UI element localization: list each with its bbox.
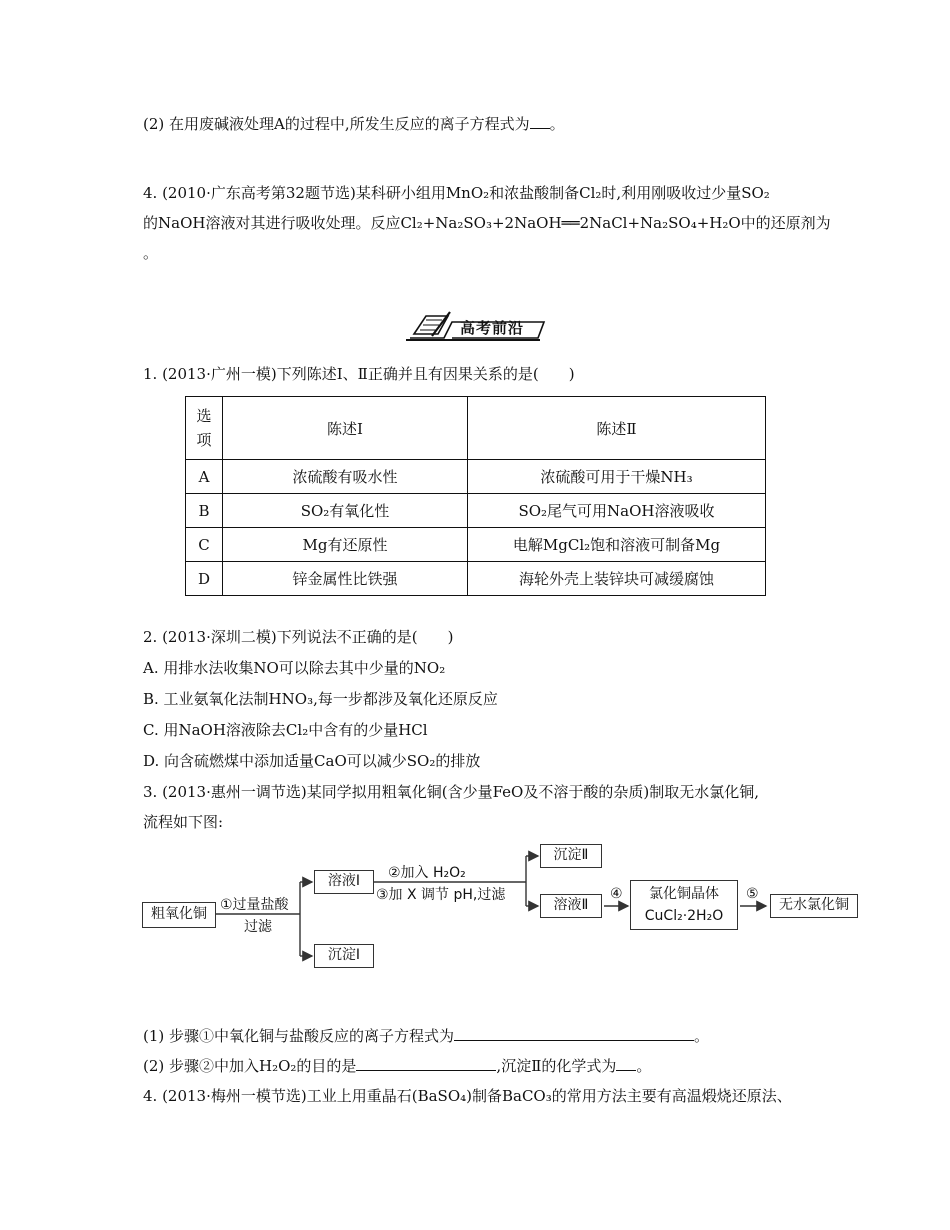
options-table (185, 396, 766, 596)
answer-blank[interactable] (356, 1056, 496, 1071)
question-3-stem-line1: 3. (2013·惠州一调节选)某同学拟用粗氧化铜(含少量FeO及不溶于酸的杂质)制取无水氯化铜, (143, 783, 759, 801)
table-header-option: 选 项 (186, 397, 223, 460)
step2-label: ②加入 H₂O₂ (388, 865, 466, 881)
step4-label: ④ (610, 886, 623, 902)
answer-blank[interactable] (616, 1056, 636, 1071)
crude-copper-oxide-box: 粗氧化铜 (142, 902, 216, 928)
crystal-formula: CuCl₂·2H₂O (644, 908, 724, 924)
crystal-box (630, 880, 738, 930)
option-a: A. 用排水法收集NO可以除去其中少量的NO₂ (143, 659, 446, 677)
crystal-name: 氯化铜晶体 (649, 886, 719, 902)
step3-label: ③加 X 调节 pH,过滤 (376, 887, 506, 903)
question-4-stem: 4. (2013·梅州一模节选)工业上用重晶石(BaSO₄)制备BaCO₃的常用方法主要有高温煅烧还原法、 (143, 1087, 792, 1105)
table-row (186, 494, 766, 528)
step5-label: ⑤ (746, 886, 759, 902)
question-2-stem: 2. (2013·深圳二模)下列说法不正确的是( ) (143, 628, 454, 646)
table-header-statement-1: 陈述Ⅰ (223, 397, 468, 460)
table-cell: 浓硫酸可用于干燥NH₃ (468, 460, 766, 494)
table-header-row (186, 397, 766, 460)
table-cell: 锌金属性比铁强 (223, 562, 468, 596)
precipitate-1-box: 沉淀Ⅰ (314, 944, 374, 968)
solution-2-box: 溶液Ⅱ (540, 894, 602, 918)
answer-blank[interactable] (530, 114, 550, 129)
table-cell: B (186, 494, 223, 528)
section-title: 高考前沿 (460, 319, 525, 337)
table-header-statement-2: 陈述Ⅱ (468, 397, 766, 460)
question-3-sub2: (2) 步骤②中加入H₂O₂的目的是 ,沉淀Ⅱ的化学式为 。 (143, 1057, 652, 1075)
precipitate-2-box: 沉淀Ⅱ (540, 844, 602, 868)
question-3-stem-line2: 流程如下图: (143, 813, 224, 831)
answer-blank[interactable] (454, 1026, 694, 1041)
section-header (404, 308, 546, 346)
question-4-line3: 。 (143, 244, 159, 262)
option-b: B. 工业氨氧化法制HNO₃,每一步都涉及氧化还原反应 (143, 690, 498, 708)
table-cell: A (186, 460, 223, 494)
table-cell: SO₂有氧化性 (223, 494, 468, 528)
table-row (186, 528, 766, 562)
anhydrous-copper-chloride-box: 无水氯化铜 (770, 894, 858, 918)
table-cell: 浓硫酸有吸水性 (223, 460, 468, 494)
option-c: C. 用NaOH溶液除去Cl₂中含有的少量HCl (143, 721, 428, 739)
table-cell: C (186, 528, 223, 562)
table-cell: D (186, 562, 223, 596)
question-4-line2: 的NaOH溶液对其进行吸收处理。反应Cl₂+Na₂SO₃+2NaOH══2NaCl+Na₂SO₄+H₂O中的还原剂为 (143, 214, 831, 232)
question-2-part: (2) 在用废碱液处理A的过程中,所发生反应的离子方程式为 。 (143, 115, 565, 133)
solution-1-box: 溶液Ⅰ (314, 870, 374, 894)
table-cell: Mg有还原性 (223, 528, 468, 562)
step1-label: ①过量盐酸 (220, 897, 289, 913)
question-1-stem: 1. (2013·广州一模)下列陈述Ⅰ、Ⅱ正确并且有因果关系的是( ) (143, 365, 575, 383)
question-4-line1: 4. (2010·广东高考第32题节选)某科研小组用MnO₂和浓盐酸制备Cl₂时,利用刚吸收过少量SO₂ (143, 184, 770, 202)
option-d: D. 向含硫燃煤中添加适量CaO可以减少SO₂的排放 (143, 752, 481, 770)
step1-sub-label: 过滤 (244, 919, 272, 935)
table-cell: SO₂尾气可用NaOH溶液吸收 (468, 494, 766, 528)
table-cell: 海轮外壳上装锌块可减缓腐蚀 (468, 562, 766, 596)
question-3-sub1: (1) 步骤①中氧化铜与盐酸反应的离子方程式为 。 (143, 1027, 710, 1045)
table-cell: 电解MgCl₂饱和溶液可制备Mg (468, 528, 766, 562)
table-row (186, 460, 766, 494)
table-row (186, 562, 766, 596)
